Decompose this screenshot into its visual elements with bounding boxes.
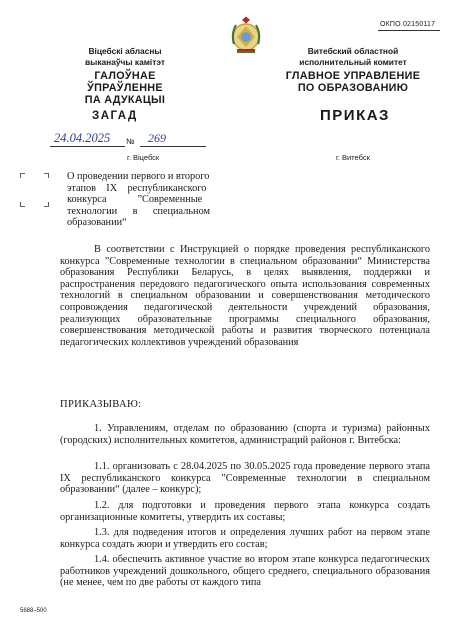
order-item-1: 1. Управлениям, отделам по образованию (спорта и туризма) районных (городских) исполнительных комитетов, администраций районов г. Витебска:: [60, 423, 430, 446]
order-item-1-4: 1.4. обеспечить активное участие во втором этапе конкурса педагогических работников учреждений дошкольного, общего среднего, специального образования (не менее, чем по две работы от каждого типа: [60, 554, 430, 589]
bracket-bottom-right: [44, 202, 49, 207]
bracket-top-left: [20, 173, 25, 178]
date-underline: [50, 146, 125, 147]
order-item-1-3: 1.3. для подведения итогов и определения лучших работ на первом этапе конкурса создать жюри и утвердить его состав;: [60, 527, 430, 550]
subject-line: этапов IX республиканского: [67, 182, 207, 194]
left-dept-line2: ПА АДУКАЦЫІ: [84, 94, 166, 106]
order-item-1-2: 1.2. для подготовки и проведения первого этапа конкурса создать организационные комитеты, утвердить их составы;: [60, 500, 430, 523]
okpo-code: ОКПО 02150117: [380, 21, 436, 28]
right-org-line1: Витебский областной: [307, 46, 399, 56]
left-org-line1: Віцебскі абласны: [88, 46, 162, 56]
right-header: [283, 46, 423, 94]
order-date: 24.04.2025: [54, 131, 111, 145]
left-header: [60, 46, 190, 106]
preamble-paragraph: В соответствии с Инструкцией о порядке проведения республиканского конкурса ”Современные технологии в специальном образовании“ Министерства образования Республики Беларусь, в целях выявления, поддержки и распространения передового педагогического опыта использования современных технологий в специальном образовании и совершенствования методического сопровождения педагогической деятельности учреждений образования, реализующих образовательные программы специального образования, совершенствования методической работы и развития творческого потенциала педагогических коллективов учреждений образования: [60, 244, 430, 348]
doc-type-right: ПРИКАЗ: [320, 107, 390, 124]
bracket-bottom-left: [20, 202, 25, 207]
order-word: ПРИКАЗЫВАЮ:: [60, 399, 142, 410]
number-underline: [140, 146, 206, 147]
order-subject: [67, 171, 237, 229]
subject-line: О проведении первого и второго: [67, 171, 210, 182]
right-dept-line1: ГЛАВНОЕ УПРАВЛЕНИЕ: [285, 70, 421, 82]
right-dept-line2: ПО ОБРАЗОВАНИЮ: [297, 82, 409, 94]
subject-line: конкурса ”Современные: [67, 194, 203, 206]
okpo-underline: [378, 30, 440, 31]
subject-line: образовании“: [67, 217, 127, 229]
form-code: 5688–500: [20, 608, 47, 614]
subject-line: технологии в специальном: [67, 205, 211, 217]
order-number: 269: [148, 131, 166, 145]
city-right: г. Витебск: [336, 153, 370, 162]
doc-type-left: ЗАГАД: [92, 110, 138, 122]
order-item-1-1: 1.1. организовать с 28.04.2025 по 30.05.2025 года проведение первого этапа IX республиканского конкурса ”Современные технологии в специальном образовании“ (далее – конкурс);: [60, 461, 430, 496]
right-org-line2: исполнительный комитет: [299, 56, 407, 67]
city-left: г. Віцебск: [127, 153, 160, 162]
bracket-top-right: [44, 173, 49, 178]
state-emblem-icon: [228, 16, 264, 56]
left-dept-line1: ГАЛОЎНАЕ ЎПРАЎЛЕННЕ: [87, 70, 163, 94]
number-sign: №: [126, 137, 135, 146]
left-org-line2: выканаўчы камітэт: [85, 56, 165, 67]
